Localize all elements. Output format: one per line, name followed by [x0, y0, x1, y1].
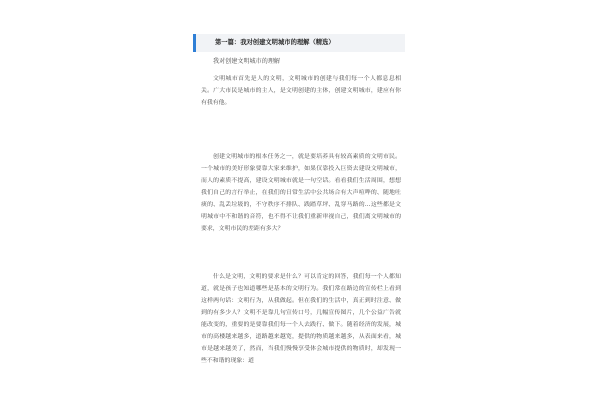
document-subtitle: 我对创建文明城市的理解 — [213, 58, 281, 65]
document-heading: 第一篇：我对创建文明城市的理解（精选） — [193, 34, 405, 52]
paragraph-3: 什么是文明，文明的要求是什么？可以肯定的回答，我们每一个人都知道，就是孩子也知道哪些是基本的文明行为。我们常在路边的宣传栏上看到这样两句话：文明行为，从我做起。但在我们的生活中，真正到时注意、做到的有多少人？文明不是靠几句宣传口号，几幅宣传图片，几个公益广告就能改变的，重要的是要靠我们每一个人去践行、做下。随着经济的发展，城市的高楼越来越多，道路越来越宽，提供的物质越来越多，从表面来看，城市是越来越美了，然而，当我们慢慢享受体会城市提供的物质时，却发现一些不和谐的现象：道 — [201, 274, 401, 364]
paragraph-2: 创建文明城市的根本任务之一，就是要培养具有较高素质的文明市民。一个城市的美好形象要靠大家来维护，如果仅靠投入巨资去建设文明城市，而人的素质不提高，建设文明城市就是一句空话。看看我们生活周围，想想我们自己的言行举止，在我们的日常生活中公共场合有大声喧哗的、随地吐痰的、乱丢垃圾的，不守秩序不排队、践踏草坪、乱穿马路的…这些都是文明城市中不和谐的音符，也不得不让我们重新审视自己，我们离文明城市的要求，文明市民的差距有多大？ — [201, 154, 401, 232]
document-page — [193, 30, 405, 400]
paragraph-1: 文明城市首先是人的文明，文明城市的创建与我们每一个人都息息相关。广大市民是城市的主人，是文明创建的主体，创建文明城市，建应有你有我有他。 — [201, 76, 401, 106]
